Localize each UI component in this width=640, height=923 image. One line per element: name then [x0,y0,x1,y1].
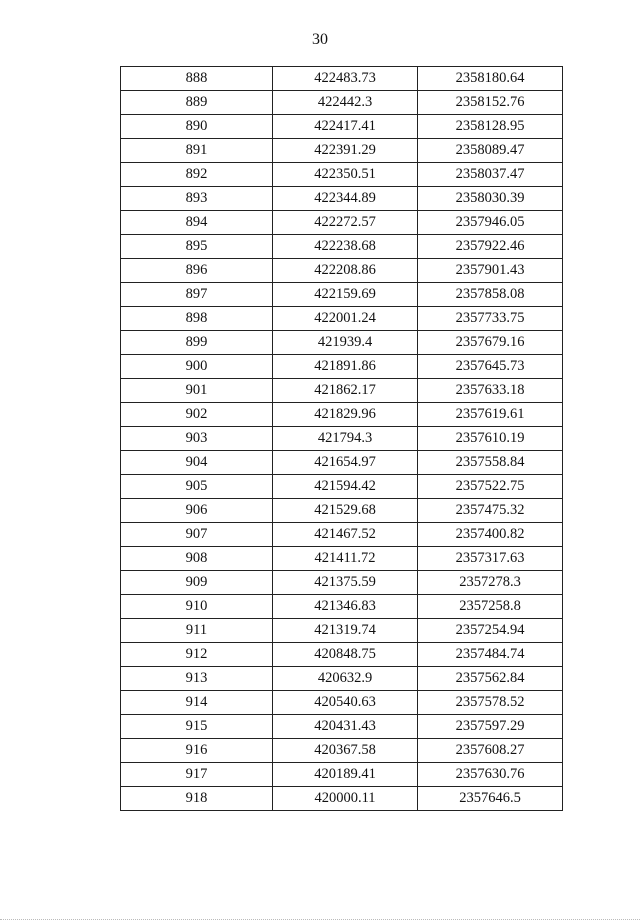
point-number-cell: 890 [121,115,273,139]
point-number-cell: 918 [121,787,273,811]
y-coordinate-cell: 2357475.32 [418,499,563,523]
scan-edge-line [0,919,640,921]
x-coordinate-cell: 422001.24 [273,307,418,331]
point-number-cell: 898 [121,307,273,331]
point-number-cell: 895 [121,235,273,259]
x-coordinate-cell: 422391.29 [273,139,418,163]
y-coordinate-cell: 2357558.84 [418,451,563,475]
x-coordinate-cell: 421467.52 [273,523,418,547]
x-coordinate-cell: 422417.41 [273,115,418,139]
y-coordinate-cell: 2357646.5 [418,787,563,811]
y-coordinate-cell: 2358037.47 [418,163,563,187]
y-coordinate-cell: 2357858.08 [418,283,563,307]
table-row [121,523,563,547]
y-coordinate-cell: 2357619.61 [418,403,563,427]
y-coordinate-cell: 2357578.52 [418,691,563,715]
table-row [121,307,563,331]
point-number-cell: 896 [121,259,273,283]
table-row [121,139,563,163]
point-number-cell: 889 [121,91,273,115]
x-coordinate-cell: 421939.4 [273,331,418,355]
y-coordinate-cell: 2357630.76 [418,763,563,787]
point-number-cell: 888 [121,67,273,91]
y-coordinate-cell: 2357922.46 [418,235,563,259]
y-coordinate-cell: 2357597.29 [418,715,563,739]
table-row [121,115,563,139]
point-number-cell: 912 [121,643,273,667]
point-number-cell: 902 [121,403,273,427]
y-coordinate-cell: 2357679.16 [418,331,563,355]
x-coordinate-cell: 422442.3 [273,91,418,115]
y-coordinate-cell: 2357258.8 [418,595,563,619]
x-coordinate-cell: 421794.3 [273,427,418,451]
table-row [121,787,563,811]
point-number-cell: 909 [121,571,273,595]
y-coordinate-cell: 2357254.94 [418,619,563,643]
table-row [121,283,563,307]
coordinate-table [120,66,563,811]
point-number-cell: 911 [121,619,273,643]
y-coordinate-cell: 2357610.19 [418,427,563,451]
table-row [121,691,563,715]
point-number-cell: 913 [121,667,273,691]
point-number-cell: 892 [121,163,273,187]
table-row [121,211,563,235]
table-row [121,571,563,595]
x-coordinate-cell: 421829.96 [273,403,418,427]
x-coordinate-cell: 421862.17 [273,379,418,403]
x-coordinate-cell: 420632.9 [273,667,418,691]
table-row [121,595,563,619]
table-row [121,187,563,211]
y-coordinate-cell: 2357645.73 [418,355,563,379]
table-row [121,499,563,523]
y-coordinate-cell: 2357317.63 [418,547,563,571]
y-coordinate-cell: 2357901.43 [418,259,563,283]
table-row [121,739,563,763]
x-coordinate-cell: 421529.68 [273,499,418,523]
table-row [121,619,563,643]
x-coordinate-cell: 420189.41 [273,763,418,787]
point-number-cell: 905 [121,475,273,499]
point-number-cell: 917 [121,763,273,787]
point-number-cell: 901 [121,379,273,403]
point-number-cell: 915 [121,715,273,739]
y-coordinate-cell: 2357562.84 [418,667,563,691]
x-coordinate-cell: 422238.68 [273,235,418,259]
y-coordinate-cell: 2357400.82 [418,523,563,547]
table-row [121,475,563,499]
point-number-cell: 906 [121,499,273,523]
point-number-cell: 910 [121,595,273,619]
table-row [121,163,563,187]
table-row [121,667,563,691]
table-row [121,715,563,739]
x-coordinate-cell: 420000.11 [273,787,418,811]
y-coordinate-cell: 2357522.75 [418,475,563,499]
point-number-cell: 914 [121,691,273,715]
point-number-cell: 897 [121,283,273,307]
x-coordinate-cell: 420848.75 [273,643,418,667]
table-row [121,403,563,427]
x-coordinate-cell: 422159.69 [273,283,418,307]
point-number-cell: 907 [121,523,273,547]
x-coordinate-cell: 422208.86 [273,259,418,283]
table-row [121,427,563,451]
y-coordinate-cell: 2358180.64 [418,67,563,91]
y-coordinate-cell: 2357608.27 [418,739,563,763]
x-coordinate-cell: 421319.74 [273,619,418,643]
x-coordinate-cell: 422350.51 [273,163,418,187]
point-number-cell: 903 [121,427,273,451]
point-number-cell: 904 [121,451,273,475]
table-row [121,91,563,115]
table-row [121,67,563,91]
y-coordinate-cell: 2358089.47 [418,139,563,163]
y-coordinate-cell: 2358030.39 [418,187,563,211]
coordinate-table-body [121,67,563,811]
y-coordinate-cell: 2357946.05 [418,211,563,235]
y-coordinate-cell: 2357484.74 [418,643,563,667]
point-number-cell: 893 [121,187,273,211]
x-coordinate-cell: 421654.97 [273,451,418,475]
table-row [121,763,563,787]
x-coordinate-cell: 421411.72 [273,547,418,571]
y-coordinate-cell: 2357633.18 [418,379,563,403]
point-number-cell: 916 [121,739,273,763]
x-coordinate-cell: 421346.83 [273,595,418,619]
table-row [121,235,563,259]
table-row [121,331,563,355]
x-coordinate-cell: 420540.63 [273,691,418,715]
y-coordinate-cell: 2358128.95 [418,115,563,139]
point-number-cell: 891 [121,139,273,163]
x-coordinate-cell: 420367.58 [273,739,418,763]
table-row [121,355,563,379]
x-coordinate-cell: 422344.89 [273,187,418,211]
table-row [121,547,563,571]
y-coordinate-cell: 2357733.75 [418,307,563,331]
y-coordinate-cell: 2357278.3 [418,571,563,595]
x-coordinate-cell: 422483.73 [273,67,418,91]
table-row [121,379,563,403]
point-number-cell: 900 [121,355,273,379]
x-coordinate-cell: 422272.57 [273,211,418,235]
point-number-cell: 899 [121,331,273,355]
x-coordinate-cell: 421891.86 [273,355,418,379]
point-number-cell: 908 [121,547,273,571]
x-coordinate-cell: 420431.43 [273,715,418,739]
page-number: 30 [312,31,328,48]
y-coordinate-cell: 2358152.76 [418,91,563,115]
table-row [121,259,563,283]
table-row [121,451,563,475]
x-coordinate-cell: 421375.59 [273,571,418,595]
table-row [121,643,563,667]
x-coordinate-cell: 421594.42 [273,475,418,499]
point-number-cell: 894 [121,211,273,235]
